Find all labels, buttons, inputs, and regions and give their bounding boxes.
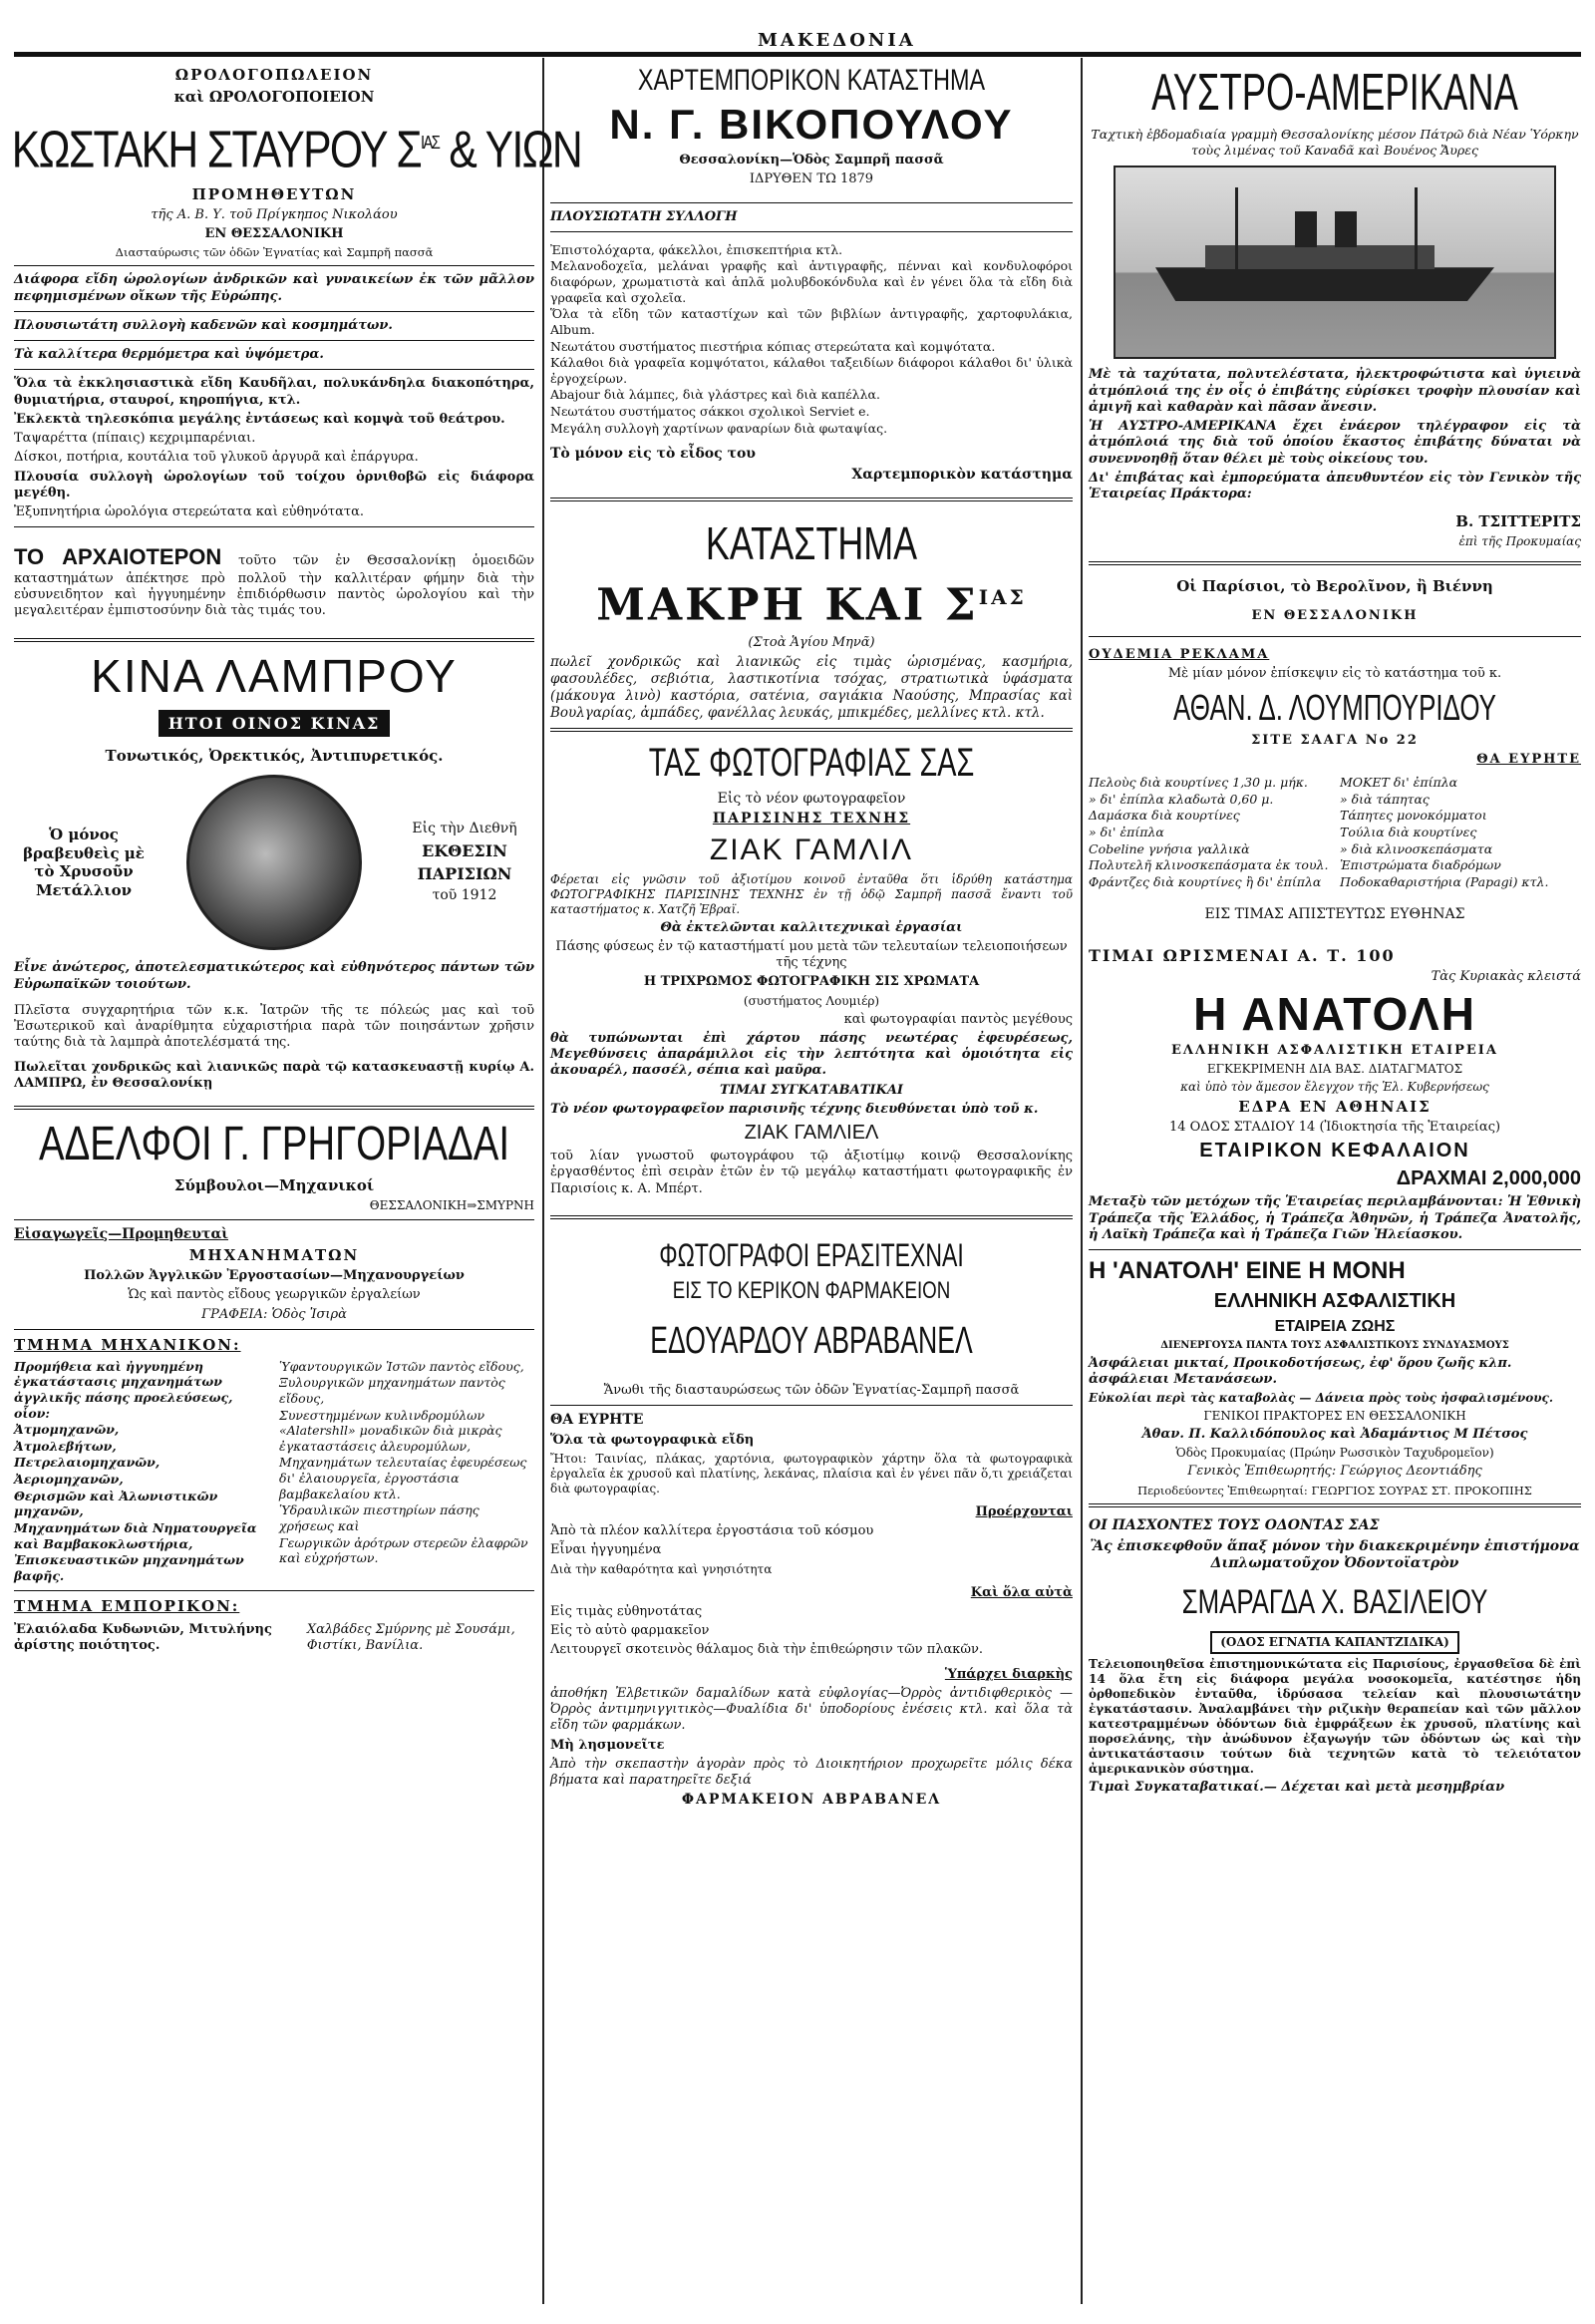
- divider: [1089, 561, 1581, 565]
- ad-anatoli-amount: ΔΡΑΧΜΑΙ 2,000,000: [1396, 1167, 1581, 1190]
- ad-loump-sunday: Τὰς Κυριακὰς κλειστά: [1431, 968, 1581, 984]
- ad-anatoli-names: Ἀθαν. Π. Καλλιδόπουλος καὶ Ἀδαμάντιος Μ Πέτσος: [1141, 1427, 1528, 1443]
- ad-makri-stoa: (Στοὰ Ἁγίου Μηνᾶ): [748, 634, 875, 650]
- list-item: » δι' ἐπίπλα κλαδωτὰ 0,60 μ.: [1089, 791, 1274, 807]
- ad-austro-text: Ἡ ΑΥΣΤΡΟ-ΑΜΕΡΙΚΑΝΑ ἔχει ἐνάερον τηλέγραφον εἰς τὰ ἀτμόπλοιά της διὰ τοῦ ὁποίου ἕκαστος ἐπιβάτης δύναται νὰ συνεννοηθῇ ὅταν θέλει μὲ τοὺς οἰκείους του.: [1089, 419, 1581, 467]
- ad-kina-title: ΚΙΝΑ ΛΑΜΠΡΟΥ: [91, 649, 458, 702]
- list-item: Ὅλα τὰ εἴδη τῶν καταστίχων καὶ τῶν βιβλίων ἀντιγραφῆς, χαρτοφυλάκια, Album.: [550, 306, 1073, 337]
- ad-austro-title: ΑΥΣΤΡΟ-ΑΜΕΡΙΚΑΝΑ: [1151, 64, 1518, 122]
- ad-vikopoulou: [550, 62, 1073, 484]
- ad-kina-right: ΠΑΡΙΣΙΩΝ: [417, 863, 512, 883]
- list-item: Προμήθεια καὶ ἠγγυημένη ἐγκατάστασις μηχανημάτων ἀγγλικῆς πάσης προελεύσεως, οἷον:: [14, 1358, 233, 1421]
- list-item: Φράντζες διὰ κουρτίνες ἢ δι' ἐπίπλα: [1089, 873, 1322, 889]
- ad-photo-line1: Εἰς τὸ νέον φωτογραφεῖον: [717, 790, 906, 807]
- ad-photo-text: καὶ φωτογραφίαι παντὸς μεγέθους: [843, 1011, 1073, 1027]
- ad-loump-line1: Οἱ Παρίσιοι, τὸ Βερολῖνον, ἢ Βιέννη: [1176, 577, 1493, 595]
- column-right: [1089, 62, 1581, 2304]
- ad-abr-text: Μὴ λησμονεῖτε: [550, 1737, 665, 1753]
- list-item: Δαμάσκα διὰ κουρτίνες: [1089, 808, 1240, 824]
- ad-watch-item: Ἐκλεκτὰ τηλεσκόπια μεγάλης ἐντάσεως καὶ κομψὰ τοῦ θεάτρου.: [14, 411, 505, 427]
- divider: [550, 498, 1073, 501]
- ad-grig-mech-right: [279, 1358, 534, 1585]
- ad-kina-sub: ΗΤΟΙ ΟΙΝΟΣ ΚΙΝΑΣ: [159, 710, 391, 737]
- ad-watch-item: Διάφορα εἴδη ὡρολογίων ἀνδρικῶν καὶ γυναικείων ἐκ τῶν μᾶλλον πεφημισμένων οἴκων τῆς Εὐρώπης.: [14, 272, 534, 304]
- ad-austro-text: Δι' ἐπιβάτας καὶ ἐμπορεύματα ἀπευθυντέον εἰς τὸν Γενικὸν τῆς Ἑταιρείας Πράκτορα:: [1089, 470, 1581, 501]
- divider: [14, 369, 534, 370]
- divider: [14, 1106, 534, 1110]
- ad-anatoli-shareholders: Μεταξὺ τῶν μετόχων τῆς Ἑταιρείας περιλαμβάνονται: Ἡ Ἐθνικὴ Τράπεζα τῆς Ἑλλάδος, ἡ Τράπεζα Ἀθηνῶν, ἡ Τράπεζα Ἀνατολῆς, ἡ Λαϊκὴ Τράπεζα καὶ ἡ Τράπεζα Γιῶν Ἠλείασκου.: [1089, 1194, 1581, 1242]
- ad-kina-right: ΕΚΘΕΣΙΝ: [422, 840, 507, 860]
- ad-photo-line2: ΠΑΡΙΣΙΝΗΣ ΤΕΧΝΗΣ: [712, 811, 911, 828]
- ad-vik-address: Θεσσαλονίκη—Ὁδὸς Σαμπρῆ πασσᾶ: [679, 153, 944, 167]
- ad-dent-end: Τιμαὶ Συγκαταβατικαί.— Δέχεται καὶ μετὰ μεσημβρίαν: [1089, 1779, 1505, 1795]
- divider: [14, 1329, 534, 1330]
- ad-abr-address: Ἄνωθι τῆς διασταυρώσεως τῶν ὁδῶν Ἐγνατίας-Σαμπρῆ πασσᾶ: [603, 1382, 1020, 1398]
- list-item: Τούλια διὰ κουρτίνες: [1340, 824, 1477, 839]
- divider: [1089, 1503, 1581, 1507]
- ad-anatoli-tour: Περιοδεύοντες Ἐπιθεωρηταί: ΓΕΩΡΓΙΟΣ ΣΟΥΡΑΣ ΣΤ. ΠΡΟΚΟΠΙΗΣ: [1137, 1483, 1532, 1497]
- ad-abr-text: Ὑπάρχει διαρκὴς: [944, 1666, 1073, 1682]
- ad-austro-agent: Β. ΤΣΙΤΤΕΡΙΤΣ: [1455, 512, 1581, 531]
- divider: [14, 526, 534, 527]
- ad-anatoli-only: Η 'ΑΝΑΤΟΛΗ' ΕΙΝΕ Η ΜΟΝΗ: [1089, 1257, 1406, 1285]
- list-item: Ἀτμολεβήτων,: [14, 1438, 117, 1454]
- column-divider: [1081, 58, 1083, 2304]
- list-item: Νεωτάτου συστήματος σάκκοι σχολικοὶ Serviet e.: [550, 404, 870, 419]
- ad-anatoli-capital: ΕΤΑΙΡΙΚΟΝ ΚΕΦΑΛΑΙΟΝ: [1199, 1140, 1470, 1162]
- ad-watch-item: Πλουσιωτάτη συλλογὴ καδενῶν καὶ κοσμημάτων.: [14, 317, 393, 333]
- divider: [14, 1590, 534, 1591]
- ad-watch-oldest: ΤΟ ΑΡΧΑΙΟΤΕΡΟΝ τοῦτο τῶν ἐν Θεσσαλονίκῃ ὁμοειδῶν καταστημάτων ἀπέκτησε πρὸ πολλοῦ τὴν καλλιτέραν φήμην διὰ τὴν εὐσυνειδητον καὶ ἠγγυημένην ἐπιδιόρθωσιν παντὸς ὡρολογίου καὶ τὴν μεγαλειτέραν ἐμπιστοσύνην διὰ τὰς τιμάς του.: [14, 544, 534, 619]
- ad-grig-mech-head: ΤΜΗΜΑ ΜΗΧΑΝΙΚΟΝ:: [14, 1335, 241, 1354]
- ad-austro-agent2: ἐπὶ τῆς Προκυμαίας: [1458, 534, 1581, 548]
- ad-photo-title: ΤΑΣ ΦΩΤΟΓΡΑΦΙΑΣ ΣΑΣ: [648, 740, 975, 785]
- ad-kina-text: Εἶνε ἀνώτερος, ἀποτελεσματικώτερος καὶ εὐθηνότερος πάντων τῶν Εὐρωπαϊκῶν τοιούτων.: [14, 960, 534, 992]
- ad-kina-props: Τονωτικός, Ὀρεκτικός, Ἀντιπυρετικός.: [105, 746, 444, 765]
- ad-makri-line1: ΚΑΤΑΣΤΗΜΑ: [705, 517, 918, 570]
- list-item: Θερισμῶν καὶ Ἀλωνιστικῶν μηχανῶν,: [14, 1488, 218, 1519]
- divider: [550, 202, 1073, 203]
- ad-abr-pharmacy: ΦΑΡΜΑΚΕΙΟΝ ΑΒΡΑΒΑΝΕΛ: [681, 1792, 942, 1809]
- ad-kina-text: Πλεῖστα συγχαρητήρια τῶν κ.κ. Ἰατρῶν τῆς τε πόλεώς μας καὶ τοῦ Ἐσωτερικοῦ καὶ ἀναρίθμητα εὐχαριστήρια παρὰ τῶν ποιησάντων χρῆσιν ταύτης διὰ τὰ λαμπρὰ ἀποτελέσματά της.: [14, 1002, 534, 1051]
- ad-anatoli-title: Η ΑΝΑΤΟΛΗ: [1193, 988, 1476, 1041]
- ad-austro-text: Μὲ τὰ ταχύτατα, πολυτελέστατα, ἠλεκτροφώτιστα καὶ ὑγιεινὰ ἀτμόπλοιά της ἐν οἷς ὁ ἐπιβάτης εὑρίσκει τροφὴν πλουσίαν καὶ ἀμιγῆ καὶ καθαρὰν καὶ πᾶσαν ἄνεσιν.: [1089, 367, 1581, 415]
- ad-vik-only: Τὸ μόνον εἰς τὸ εἶδος του: [550, 446, 757, 463]
- ad-anatoli-only2: ΕΛΛΗΝΙΚΗ ΑΣΦΑΛΙΣΤΙΚΗ: [1213, 1290, 1456, 1313]
- list-item: Μηχανημάτων τελευταίας ἐφευρέσεως δι' ἐλαιουργεῖα, ἐργοστάσια βαμβακελαίου κτλ.: [279, 1455, 527, 1501]
- list-item: ΜΟΚΕΤ δι' ἐπίπλα: [1340, 775, 1458, 790]
- ad-watch-item: Ἐξυπνητήρια ὡρολόγια στερεώτατα καὶ εὐθηνότατα.: [14, 504, 364, 520]
- ad-abr-text: Εἰς τιμὰς εὐθηνοτάτας: [550, 1603, 703, 1619]
- ad-grig-mech-left: [14, 1358, 269, 1585]
- ad-dentist: [1089, 1517, 1581, 1796]
- ad-photo-name: ΖΙΑΚ ΓΑΜΛΙΛ: [709, 832, 914, 866]
- ad-kina-right: Εἰς τὴν Διεθνῆ: [412, 821, 517, 837]
- ad-abr-text: Καὶ ὅλα αὐτὰ: [970, 1584, 1073, 1600]
- ad-avravanel: [550, 1235, 1073, 1810]
- list-item: » διὰ κλινοσκεπάσματα: [1340, 840, 1493, 856]
- ad-photo-text: ΤΙΜΑΙ ΣΥΓΚΑΤΑΒΑΤΙΚΑΙ: [720, 1082, 903, 1098]
- newspaper-title: ΜΑΚΕΔΟΝΙΑ: [758, 30, 916, 51]
- ad-grig-import: Εἰσαγωγεῖς—Προμηθευταὶ: [14, 1225, 228, 1242]
- ad-anatoli: [1089, 988, 1581, 1497]
- divider: [1089, 636, 1581, 637]
- ad-austro-sub: Ταχτικὴ ἑβδομαδιαία γραμμὴ Θεσσαλονίκης μέσον Πάτρῶ διὰ Νέαν Ὑόρκην τοὺς λιμένας τοῦ Καναδᾶ καὶ Βουένος Ἄυρες: [1091, 127, 1579, 158]
- ad-kina-left: Ὁ μόνος βραβευθεὶς μὲ τὸ Χρυσοῦν Μετάλλιον: [23, 825, 145, 900]
- ad-anatoli-street: 14 ΟΔΟΣ ΣΤΑΔΙΟΥ 14 (Ἰδιοκτησία τῆς Ἑταιρείας): [1168, 1120, 1501, 1136]
- list-item: Τάπητες μονοκόμματοι: [1340, 808, 1487, 824]
- ad-dent-text: Τελειοποιηθεῖσα ἐπιστημονικώτατα εἰς Παρισίους, ἐργασθεῖσα δὲ ἐπὶ 14 ὅλα ἔτη εἰς διάφορα μεγάλα νοσοκομεῖα, κατέστησε ἡδη ὀρθοπεδικὸν ἐνταῦθα, ἱδρύσασα τελείαν καὶ πλουσιωτάτην ἐγκατάστασιν. Ἀναλαμβάνει τὴν ριζικὴν θεραπείαν καὶ τῶν μᾶλλον κατεστραμμένων ὀδόντων διὰ ἐμφράξεων ἐκ χρυσοῦ, πλατίνης καὶ πορσελάνης, τὴν ἀνώδυνον ἐξαγωγήν τῶν ὀδόντων ὡς καὶ τὴν ἀντικατάστασιν τούτων διὰ τεχνητῶν κατὰ τὸ τελειότατον ἀμερικανικὸν σύστημα.: [1089, 1656, 1581, 1776]
- ad-anatoli-agents: ΓΕΝΙΚΟΙ ΠΡΑΚΤΟΡΕΣ ΕΝ ΘΕΣΣΑΛΟΝΙΚΗ: [1203, 1409, 1466, 1424]
- steamship-icon: [1114, 166, 1556, 359]
- ad-grig-office: ΓΡΑΦΕΙΑ: Ὁδὸς Ἰσιρὰ: [201, 1306, 347, 1322]
- ad-anatoli-seat: ΕΔΡΑ ΕΝ ΑΘΗΝΑΙΣ: [1238, 1098, 1432, 1117]
- ad-abr-text: ἀποθήκη Ἐλβετικῶν δαμαλίδων κατὰ εὐφλογίας—Ὀρρὸς ἀντιδιφθερικὸς —Ὀρρὸς ἀντιμηνιγγιτικὸς—Φυαλίδια δι' ὑποδορίους ἐνέσεις κτλ. καὶ ὅλα τὰ εἴδη τῶν φαρμάκων.: [550, 1685, 1073, 1734]
- ad-photo-text: Θὰ ἐκτελῶνται καλλιτεχνικαὶ ἐργασίαι: [660, 919, 963, 935]
- divider: [550, 1215, 1073, 1219]
- ad-kina-lamprou: [14, 648, 534, 1093]
- ad-abr-text: Εἰς τὸ αὐτὸ φαρμακεῖον: [550, 1623, 710, 1639]
- divider: [550, 1405, 1073, 1406]
- ad-anatoli-control: καὶ ὑπὸ τὸν ἄμεσον ἔλεγχον τῆς Ἑλ. Κυβερνήσεως: [1180, 1080, 1489, 1095]
- list-item: Μελανοδοχεῖα, μελάναι γραφῆς καὶ ἀντιγραφῆς, πένναι καὶ κονδυλοφόροι διαφόρων, χρωματιστὰ καὶ ἁπλᾶ μολυβδοκόνδυλα καὶ ἐν γένει ὅλα τὰ εἴδη διὰ γραφεῖα καὶ σχολεῖα.: [550, 258, 1073, 305]
- ad-grig-tools: Ὡς καὶ παντὸς εἴδους γεωργικῶν ἐργαλείων: [128, 1287, 421, 1303]
- masthead-rule: [14, 52, 1581, 57]
- list-item: Ἀεριομηχανῶν,: [14, 1472, 124, 1488]
- ad-loumpouridou: [1089, 577, 1581, 985]
- ad-grig-sub: Σύμβουλοι—Μηχανικοί: [173, 1176, 375, 1195]
- medal-icon: [186, 775, 362, 950]
- ad-dent-line1: ΟΙ ΠΑΣΧΟΝΤΕΣ ΤΟΥΣ ΟΔΟΝΤΑΣ ΣΑΣ: [1089, 1517, 1380, 1533]
- ad-abr-text: Λειτουργεῖ σκοτεινὸς θάλαμος διὰ τὴν ἐπιθεώρησιν τῶν πλακῶν.: [550, 1642, 984, 1658]
- ad-loump-fixed: ΤΙΜΑΙ ΩΡΙΣΜΕΝΑΙ Α. Τ. 100: [1089, 945, 1396, 965]
- column-left: [11, 62, 582, 2304]
- ad-watch-supplier: ΠΡΟΜΗΘΕΥΤΩΝ: [191, 184, 357, 203]
- ad-grig-title: ΑΔΕΛΦΟΙ Γ. ΓΡΗΓΟΡΙΑΔΑΙ: [39, 1118, 509, 1171]
- ad-photo-text: Φέρεται εἰς γνῶσιν τοῦ ἀξιοτίμου κοινοῦ ἐνταῦθα ὅτι ἱδρύθη κατάστημα ΦΩΤΟΓΡΑΦΙΚΗΣ ΠΑΡΙΣΙΝΗΣ ΤΕΧΝΗΣ ἐν τῇ ὁδῷ Σαμπρῆ πασσᾶ ἔναντι τοῦ καταστήματος κ. Χατζῆ Ἐβραϊ.: [550, 871, 1073, 916]
- ad-abr-line1: ΦΩΤΟΓΡΑΦΟΙ ΕΡΑΣΙΤΕΧΝΑΙ: [659, 1236, 964, 1273]
- ad-grig-trade-head: ΤΜΗΜΑ ΕΜΠΟΡΙΚΟΝ:: [14, 1597, 240, 1616]
- ad-watch-address: Διασταύρωσις τῶν ὁδῶν Ἐγνατίας καὶ Σαμπρῆ πασσᾶ: [115, 245, 434, 260]
- list-item: Κάλαθοι διὰ γραφεῖα κομψότατοι, κάλαθοι ταξειδίων διάφοροι κάλαθοι δι' ὑλικὰ ἐργοχείρων.: [550, 355, 1073, 386]
- ad-anatoli-text: Ἀσφάλειαι μικταί, Προικοδοτήσεως, ἐφ' ὅρου ζωῆς κλπ. ἀσφάλειαι Μετανάσεων.: [1089, 1355, 1512, 1387]
- list-item: Ἀτμομηχανῶν,: [14, 1422, 120, 1438]
- list-item: Ἐπιστρώματα διαδρόμων: [1340, 857, 1501, 873]
- ad-loump-right-list: [1340, 774, 1581, 890]
- list-item: Ἐπιστολόχαρτα, φάκελλοι, ἐπισκεπτήρια κτλ.: [550, 241, 843, 257]
- ad-abr-text: Ὅλα τὰ φωτογραφικὰ εἴδη: [550, 1432, 755, 1448]
- ad-vik-name: Ν. Γ. ΒΙΚΟΠΟΥΛΟΥ: [609, 101, 1014, 148]
- ad-loump-price: ΕΙΣ ΤΙΜΑΣ ΑΠΙΣΤΕΥΤΩΣ ΕΥΘΗΝΑΣ: [1204, 906, 1465, 923]
- ad-anatoli-inspector: Γενικὸς Ἐπιθεωρητής: Γεώργιος Δεοντιάδης: [1187, 1464, 1482, 1480]
- ad-abr-text: Προέρχονται: [975, 1503, 1073, 1519]
- ad-grig-trade-left: Ἐλαιόλαδα Κυδωνιῶν, Μιτυλήνης ἀρίστης ποιότητος.: [14, 1622, 272, 1654]
- ad-loump-left-list: [1089, 774, 1330, 890]
- ad-watch-prince: τῆς Α. Β. Υ. τοῦ Πρίγκηπος Νικολάου: [151, 206, 398, 222]
- ad-loump-line4: Μὲ μίαν μόνον ἐπίσκεψιν εἰς τὸ κατάστημα τοῦ κ.: [1167, 666, 1502, 682]
- list-item: » διὰ τάπητας: [1340, 791, 1430, 807]
- list-item: Γεωργικῶν ἀρότρων στερεῶν ἐλαφρῶν καὶ εὐχρήστων.: [279, 1534, 528, 1566]
- list-item: Cobeline γνήσια γαλλικὰ: [1089, 840, 1250, 856]
- list-item: » δι' ἐπίπλα: [1089, 824, 1164, 839]
- ad-anatoli-text: Εὐκολίαι περὶ τὰς καταβολὰς — Δάνεια πρὸς τοὺς ἠσφαλισμένους.: [1089, 1391, 1554, 1406]
- ad-loump-name: ΑΘΑΝ. Δ. ΛΟΥΜΠΟΥΡΙΔΟΥ: [1173, 686, 1496, 728]
- ad-loump-find: ΘΑ ΕΥΡΗΤΕ: [1476, 751, 1581, 767]
- ad-watch-city: ΕΝ ΘΕΣΣΑΛΟΝΙΚΗ: [204, 225, 344, 241]
- ad-loump-line3: ΟΥΔΕΜΙΑ ΡΕΚΛΑΜΑ: [1089, 647, 1270, 662]
- ad-makri: [550, 515, 1073, 721]
- ad-vik-only2: Χαρτεμπορικὸν κατάστημα: [851, 466, 1073, 483]
- ad-dent-name: ΣΜΑΡΑΓΔΑ Χ. ΒΑΣΙΛΕΙΟΥ: [1181, 1582, 1488, 1621]
- ad-vik-founded: ΙΔΡΥΘΕΝ ΤΩ 1879: [749, 171, 874, 187]
- list-item: Abajour διὰ λάμπες, διὰ γλάστρες καὶ διὰ καπέλλα.: [550, 387, 880, 403]
- list-item: Ποδοκαθαριστήρια (Papagi) κτλ.: [1340, 873, 1549, 889]
- list-item: Μεγάλη συλλογὴ χαρτίνων φαναρίων διὰ φωταψίας.: [550, 420, 888, 436]
- ad-dent-line2: Ἂς ἐπισκεφθοῦν ἅπαξ μόνον τὴν διακεκριμένην ἐπιστήμονα Διπλωματοῦχον Ὀδοντοϊατρὸν: [1090, 1537, 1580, 1571]
- list-item: Πετρελαιομηχανῶν,: [14, 1455, 160, 1471]
- ad-photo-text: Η ΤΡΙΧΡΩΜΟΣ ΦΩΤΟΓΡΑΦΙΚΗ ΣΙΣ ΧΡΩΜΑΤΑ: [643, 974, 980, 990]
- ad-dent-address: (ΟΔΟΣ ΕΓΝΑΤΙΑ ΚΑΠΑΝΤΖΙΔΙΚΑ): [1210, 1631, 1459, 1654]
- list-item: Ξυλουργικῶν μηχανημάτων παντὸς εἴδους,: [279, 1375, 505, 1406]
- ad-anatoli-life: ΕΤΑΙΡΕΙΑ ΖΩΗΣ: [1274, 1318, 1396, 1336]
- ad-kina-right: τοῦ 1912: [432, 886, 497, 903]
- ad-anatoli-all: ΔΙΕΝΕΡΓΟΥΣΑ ΠΑΝΤΑ ΤΟΥΣ ΑΣΦΑΛΙΣΤΙΚΟΥΣ ΣΥΝΔΥΑΣΜΟΥΣ: [1160, 1340, 1509, 1352]
- ad-loump-address: ΣΙΤΕ ΣΑΑΓΑ Νο 22: [1251, 732, 1419, 748]
- list-item: Ὑφαντουργικῶν Ἱστῶν παντὸς εἴδους,: [279, 1358, 524, 1374]
- ad-abr-text: Ἤτοι: Ταινίας, πλάκας, χαρτόνια, φωτογραφικὸν χάρτην ὅλα τὰ φωτογραφικὰ ἐργαλεῖα ἐκ χρυσοῦ καὶ πλατίνης, λεκάνας, πλαίσια καὶ ἐν γένει πᾶν ὅ,τι χρειάζεται διὰ φωτογραφίας.: [550, 1451, 1073, 1495]
- list-item: Ἐπισκευαστικῶν μηχανημάτων βαφῆς.: [14, 1552, 244, 1583]
- ad-abr-name: ΕΔΟΥΑΡΔΟΥ ΑΒΡΑΒΑΝΕΛ: [650, 1319, 973, 1362]
- ad-vik-line1: ΧΑΡΤΕΜΠΟΡΙΚΟΝ ΚΑΤΑΣΤΗΜΑ: [637, 64, 986, 97]
- ad-photo-text: Τὸ νέον φωτογραφεῖον παρισινῆς τέχνης διευθύνεται ὑπὸ τοῦ κ.: [550, 1101, 1039, 1117]
- ad-abr-find: ΘΑ ΕΥΡΗΤΕ: [550, 1412, 644, 1429]
- divider: [550, 231, 1073, 232]
- divider: [1089, 1249, 1581, 1250]
- ad-abr-text: Εἶναι ἠγγυημένα: [550, 1542, 662, 1558]
- ad-makri-name: ΜΑΚΡΗ ΚΑΙ $\Sigma^{IA\Sigma}$: [596, 579, 1027, 631]
- divider: [14, 311, 534, 312]
- divider: [14, 1219, 534, 1220]
- ad-anatoli-approved: ΕΓΚΕΚΡΙΜΕΝΗ ΔΙΑ ΒΑΣ. ΔΙΑΤΑΓΜΑΤΟΣ: [1206, 1062, 1463, 1077]
- ad-anatoli-sub: ΕΛΛΗΝΙΚΗ ΑΣΦΑΛΙΣΤΙΚΗ ΕΤΑΙΡΕΙΑ: [1171, 1043, 1498, 1059]
- column-middle: [550, 62, 1073, 2304]
- ad-makri-text: πωλεῖ χονδρικῶς καὶ λιανικῶς εἰς τιμὰς ὡρισμένας, κασμήρια, φασουλέδες, σεβιότια, λαστικοτίνια τσόχας, στρατιωτικὰ ὑφάσματα (μάκουγα λινὸ) καστόρια, σατένια, σαγιάκια Ναούσης, Μπρασίας καὶ Βουλγαρίας, ἀμπάδες, φανέλλας λευκάς, μπικμέδες, μελλίνες κτλ. κτλ.: [550, 654, 1073, 721]
- list-item: Μηχανημάτων διὰ Νηματουργεῖα καὶ Βαμβακοκλωστήρια,: [14, 1519, 257, 1551]
- ad-vik-collection: ΠΛΟΥΣΙΩΤΑΤΗ ΣΥΛΛΟΓΗ: [550, 208, 738, 224]
- list-item: Νεωτάτου συστήματος πιεστήρια κόπιας στερεώτατα καὶ κομψότατα.: [550, 338, 996, 354]
- ad-watchmaker: [11, 66, 582, 620]
- ad-watch-item: Τὰ καλλίτερα θερμόμετρα καὶ ὑψόμετρα.: [14, 347, 324, 363]
- divider: [14, 340, 534, 341]
- list-item: Πολυτελῆ κλινοσκεπάσματα ἐκ τουλ.: [1089, 857, 1329, 873]
- ad-photo-text: ΖΙΑΚ ΓΑΜΛΙΕΛ: [744, 1122, 879, 1145]
- ad-watch-line1: ΩΡΟΛΟΓΟΠΩΛΕΙΟΝ: [174, 66, 374, 84]
- column-divider: [542, 58, 544, 2304]
- ad-photo-text: (συστήματος Λουμιέρ): [743, 993, 880, 1008]
- ad-loump-line2: ΕΝ ΘΕΣΣΑΛΟΝΙΚΗ: [1251, 607, 1419, 623]
- ad-watch-item: Ὅλα τὰ ἐκκλησιαστικὰ εἴδη Καυδῆλαι, πολυκάνδηλα διακοπότηρα, θυμιατήρια, σταυροί, κηροπήγια, κτλ.: [14, 376, 534, 408]
- ad-grig-trade-right: Χαλβάδες Σμύρνης μὲ Σουσάμι, Φιστίκι, Βανίλια.: [306, 1622, 515, 1654]
- divider: [550, 728, 1073, 732]
- ad-watch-line2: καὶ ΩΡΟΛΟΓΟΠΟΙΕΙΟΝ: [173, 87, 375, 106]
- ad-photo-text: Πάσης φύσεως ἐν τῷ καταστήματί μου μετὰ τῶν τελευταίων τελειοποιήσεων τῆς τέχνης: [555, 938, 1068, 971]
- ad-abr-text: Ἀπὸ τὰ πλέον καλλίτερα ἐργοστάσια τοῦ κόσμου: [550, 1523, 874, 1539]
- list-item: Συνεστημμένων κυλινδρομύλων «Alatershll» μοναδικῶν διὰ μικρὰς ἐγκαταστάσεις ἀλευρομύλων,: [279, 1407, 502, 1454]
- ad-grig-factories: Πολλῶν Ἀγγλικῶν Ἐργοστασίων—Μηχανουργείων: [84, 1268, 465, 1284]
- ad-watch-item: Δίσκοι, ποτήρια, κουτάλια τοῦ γλυκοῦ ἀργυρᾶ καὶ ἐπάργυρα.: [14, 450, 419, 466]
- ad-kina-text: Πωλεῖται χονδρικῶς καὶ λιανικῶς παρὰ τῷ κατασκευαστῇ κυρίῳ Α. ΛΑΜΠΡΩ, ἐν Θεσσαλονίκῃ: [14, 1059, 534, 1091]
- ad-grig-cities: ΘΕΣΣΑΛΟΝΙΚΗ⇒ΣΜΥΡΝΗ: [369, 1197, 534, 1212]
- ad-watch-item: Ταψαρέττα (πίπαις) κεχριμπαρένιαι.: [14, 431, 256, 447]
- ad-photo-gamlil: [550, 738, 1073, 1197]
- list-item: Πελοὺς διὰ κουρτίνες 1,30 μ. μήκ.: [1089, 775, 1308, 790]
- ad-abr-line2: ΕΙΣ ΤΟ ΚΕΡΙΚΟΝ ΦΑΡΜΑΚΕΙΟΝ: [672, 1276, 951, 1304]
- ad-grigoriadai: [14, 1116, 534, 1658]
- ad-abr-text: Διὰ τὴν καθαρότητα καὶ γνησιότητα: [550, 1561, 773, 1576]
- masthead: [0, 0, 1595, 58]
- ad-grig-machines: ΜΗΧΑΝΗΜΑΤΩΝ: [188, 1246, 360, 1265]
- ad-austro-americana: [1089, 62, 1581, 549]
- ad-anatoli-address: Ὁδὸς Προκυμαίας (Πρώην Ρωσσικὸν Ταχυδρομεῖον): [1175, 1446, 1494, 1461]
- ad-watch-item: Πλουσία συλλογὴ ὡρολογίων τοῦ τοίχου ὀρνιθοβῶ εἰς διάφορα μεγέθη.: [14, 469, 534, 500]
- ad-watch-name: ΚΩΣΤΑΚΗ ΣΤΑΥΡΟΥ $\Sigma^{IA\Sigma}$ & ΥΙΩΝ: [11, 120, 582, 178]
- list-item: Ὑδραυλικῶν πιεστηρίων πάσης χρήσεως καὶ: [279, 1502, 479, 1533]
- divider: [14, 638, 534, 642]
- ad-photo-text: θὰ τυπώνωνται ἐπὶ χάρτου πάσης νεωτέρας ἐφευρέσεως, Μεγεθύνσεις ἀπαράμιλλοι εἰς τὴν λεπτότητα καὶ ὁμοιότητα εἰς ἀκουαρέλ, πασσέλ, σέπια καὶ μαῦρα.: [550, 1030, 1073, 1079]
- divider: [14, 265, 534, 266]
- ad-photo-text: τοῦ λίαν γνωστοῦ φωτογράφου τῷ ἀξιοτίμῳ κοινῷ Θεσσαλονίκης ἐργασθέντος ἐπὶ σειρὰν ἐτῶν ἐν τῷ μεγάλῳ καταστήματι φωτογραφικῆς ἐν Παρισίοις κ. Α. Μπέρτ.: [550, 1149, 1073, 1196]
- ad-abr-text: Ἀπὸ τὴν σκεπαστὴν ἀγορὰν πρὸς τὸ Διοικητήριον προχωρεῖτε μόλις δέκα βήματα καὶ παρατηρεῖτε δεξιά: [550, 1756, 1073, 1789]
